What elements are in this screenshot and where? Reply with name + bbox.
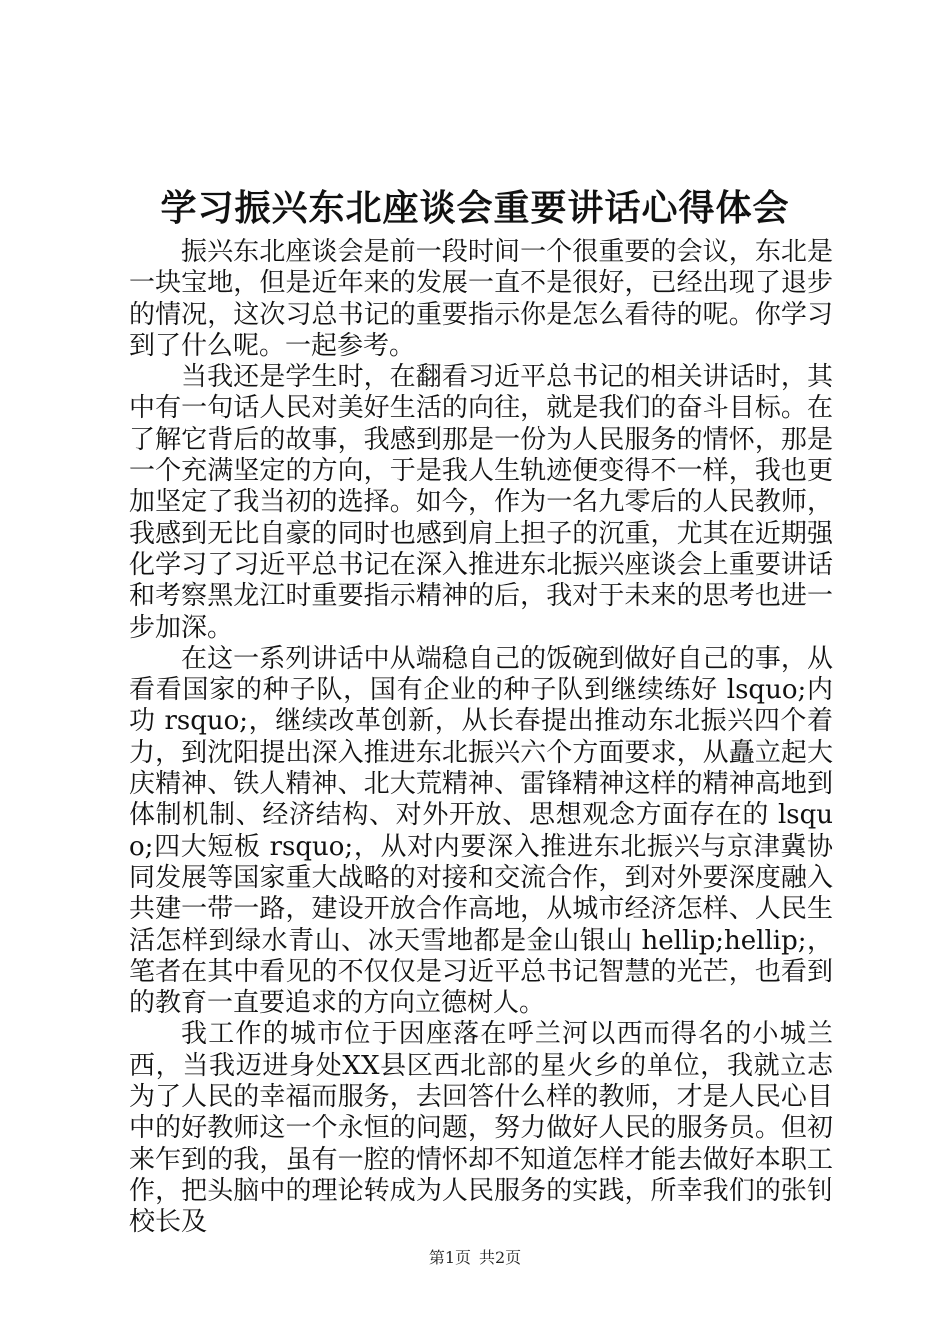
paragraph-student-memory: 当我还是学生时，在翻看习近平总书记的相关讲话时，其中有一句话人民对美好生活的向往，就是我们的奋斗目标。在了解它背后的故事，我感到那是一份为人民服务的情怀，那是一个充满坚定的方向，于是我人生轨迹便变得不一样，我也更加坚定了我当初的选择。如今，作为一名九零后的人民教师，我感到无比自豪的同时也感到肩上担子的沉重，尤其在近期强化学习了习近平总书记在深入推进东北振兴座谈会上重要讲话和考察黑龙江时重要指示精神的后，我对于未来的思考也进一步加深。: [129, 362, 833, 643]
paragraph-intro: 振兴东北座谈会是前一段时间一个很重要的会议，东北是一块宝地，但是近年来的发展一直不是很好，已经出现了退步的情况，这次习总书记的重要指示你是怎么看待的呢。你学习到了什么呢。一起参考。: [129, 237, 833, 361]
paragraph-speech-series: 在这一系列讲话中从端稳自己的饭碗到做好自己的事，从看看国家的种子队，国有企业的种子队到继续练好 lsquo;内功 rsquo;，继续改革创新，从长春提出推动东北振兴四个着力，到沈阳提出深入推进东北振兴六个方面要求，从矗立起大庆精神、铁人精神、北大荒精神、雷锋精神这样的精神高地到体制机制、经济结构、对外开放、思想观念方面存在的 lsquo;四大短板 rsquo;，从对内要深入推进东北振兴与京津冀协同发展等国家重大战略的对接和交流合作，到对外要深度融入共建一带一路，建设开放合作高地，从城市经济怎样、人民生活怎样到绿水青山、冰天雪地都是金山银山 hellip;hellip;，笔者在其中看见的不仅仅是习近平总书记智慧的光芒，也看到的教育一直要追求的方向立德树人。: [129, 643, 833, 1019]
document-body: [129, 237, 833, 1239]
page-footer: [0, 1248, 950, 1268]
page-number: 第1页: [428, 1248, 471, 1267]
page-total: 共2页: [479, 1248, 522, 1267]
paragraph-workplace: 我工作的城市位于因座落在呼兰河以西而得名的小城兰西，当我迈进身处XX县区西北部的星火乡的单位，我就立志为了人民的幸福而服务，去回答什么样的教师，才是人民心目中的好教师这一个永恒的问题，努力做好人民的服务员。但初来乍到的我，虽有一腔的情怀却不知道怎样才能去做好本职工作，把头脑中的理论转成为人民服务的实践，所幸我们的张钊校长及: [129, 1019, 833, 1238]
document-title: 学习振兴东北座谈会重要讲话心得体会: [160, 187, 790, 229]
